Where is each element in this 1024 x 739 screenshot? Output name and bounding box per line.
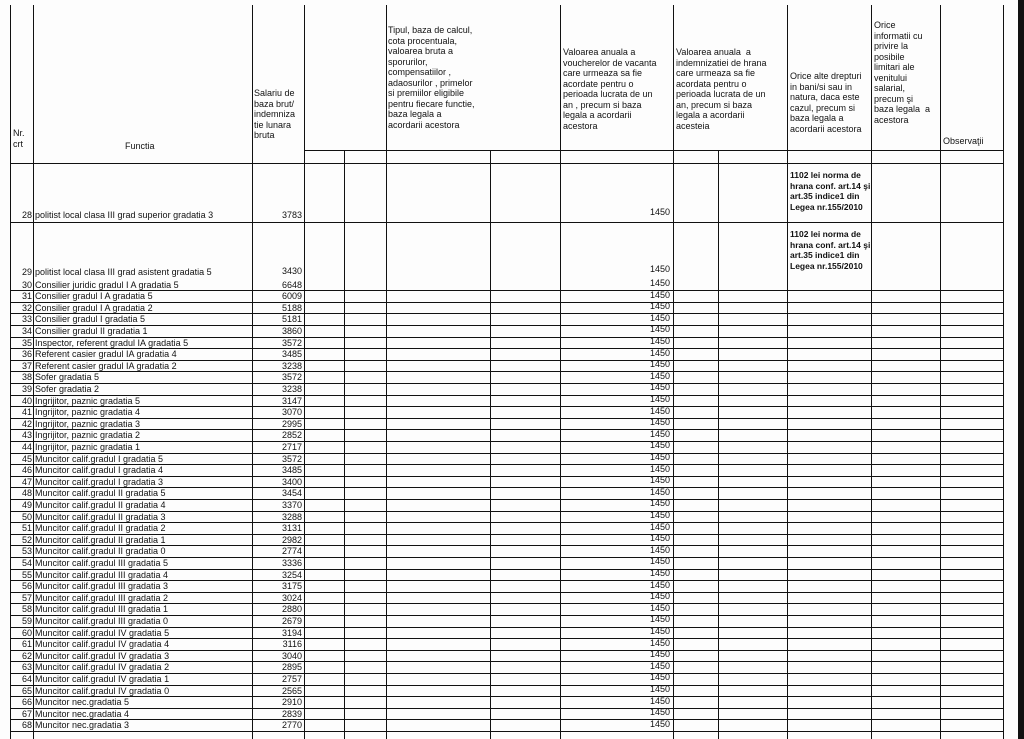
- row-nr: 48: [21, 488, 32, 499]
- row-salariu: 3147: [281, 395, 302, 406]
- row-vouchere: 1450: [649, 533, 670, 544]
- row-divider: [10, 708, 1004, 709]
- row-functia: Muncitor calif.gradul IV gradatia 1: [35, 673, 170, 684]
- row-salariu: 5181: [281, 314, 302, 325]
- row-vouchere: 1450: [649, 591, 670, 602]
- grid-vline: [673, 5, 674, 739]
- header-alte-drepturi: Orice alte drepturi in bani/si sau in natura, daca este cazul, precum si baza legala a acordarii acestora: [790, 71, 862, 134]
- row-functia: Ingrijitor, paznic gradatia 4: [35, 407, 141, 418]
- row-nr: 54: [21, 557, 32, 568]
- grid-vline: [304, 5, 305, 739]
- row-nr: 53: [21, 546, 32, 557]
- row-vouchere: 1450: [649, 382, 670, 393]
- row-nr: 55: [21, 569, 32, 580]
- row-nr: 62: [21, 650, 32, 661]
- row-salariu: 3485: [281, 349, 302, 360]
- row-vouchere: 1450: [649, 649, 670, 660]
- grid-vline: [787, 5, 788, 739]
- header-vouchere: Valoarea anuala a voucherelor de vacanta care urmeaza sa fie acordate pentru o perioada lucrata de un an , precum si baza legala a acordarii acestora: [563, 47, 657, 131]
- row-nr: 50: [21, 511, 32, 522]
- row-vouchere: 1450: [649, 336, 670, 346]
- row-functia: Muncitor calif.gradul III gradatia 4: [35, 569, 169, 580]
- header-indemnizatie-hrana: Valoarea anuala a indemnizatiei de hrana care urmeaza sa fie acordata pentru o perioada lucrata de un an, precum si baza legala a acordarii acesteia: [676, 47, 767, 131]
- row-functia: Sofer gradatia 5: [35, 372, 100, 383]
- row-salariu: 2679: [281, 615, 302, 626]
- scan-edge: [1018, 0, 1024, 739]
- row-nr: 41: [21, 407, 32, 418]
- row-salariu: 2852: [281, 430, 302, 441]
- header-limitari: Orice informatii cu privire la posibile limitari ale venitului salarial, precum şi baza legala a acestora: [874, 20, 931, 125]
- row-functia: Inspector, referent gradul IA gradatia 5: [35, 337, 189, 348]
- row-vouchere: 1450: [649, 463, 670, 474]
- row-salariu: 3454: [281, 488, 302, 499]
- row-vouchere: 1450: [649, 359, 670, 370]
- row-salariu: 3194: [281, 627, 302, 638]
- row-nr: 47: [21, 476, 32, 487]
- row-salariu: 2770: [281, 720, 302, 731]
- row-divider: [10, 395, 1004, 396]
- row-nr: 60: [21, 627, 32, 638]
- row-vouchere: 1450: [649, 521, 670, 532]
- row-salariu: 3572: [281, 453, 302, 464]
- row-salariu: 3400: [281, 476, 302, 487]
- row-salariu: 2757: [281, 673, 302, 684]
- row-vouchere: 1450: [649, 347, 670, 358]
- row-vouchere: 1450: [649, 486, 670, 497]
- row-functia: Ingrijitor, paznic gradatia 1: [35, 441, 141, 452]
- grid-vline: [490, 150, 491, 739]
- row-salariu: 3238: [281, 383, 302, 394]
- row-28-functia: politist local clasa III grad superior gradatia 3: [35, 210, 214, 220]
- header-functia: Functia: [125, 141, 155, 151]
- row-salariu: 2910: [281, 697, 302, 708]
- row-functia: Muncitor calif.gradul II gradatia 1: [35, 534, 166, 545]
- row-salariu: 3040: [281, 650, 302, 661]
- header-bottom-line: [304, 150, 1004, 151]
- row-29-salariu: 3430: [281, 266, 302, 276]
- row-salariu: 3572: [281, 337, 302, 348]
- row-nr: 59: [21, 615, 32, 626]
- row-functia: Muncitor calif.gradul II gradatia 5: [35, 488, 166, 499]
- row-nr: 45: [21, 453, 32, 464]
- row-nr: 57: [21, 592, 32, 603]
- row-nr: 65: [21, 685, 32, 696]
- row-vouchere: 1450: [649, 579, 670, 590]
- row-functia: Muncitor calif.gradul IV gradatia 5: [35, 627, 170, 638]
- row-salariu: 3175: [281, 581, 302, 592]
- row-vouchere: 1450: [649, 707, 670, 718]
- row-nr: 43: [21, 430, 32, 441]
- header-observatii: Observaţii: [943, 136, 984, 146]
- row-divider: [10, 222, 1004, 223]
- row-nr: 32: [21, 302, 32, 313]
- row-nr: 66: [21, 697, 32, 708]
- row-vouchere: 1450: [649, 324, 670, 335]
- row-functia: Muncitor calif.gradul II gradatia 4: [35, 499, 166, 510]
- row-salariu: 3370: [281, 499, 302, 510]
- row-divider: [10, 418, 1004, 419]
- row-vouchere: 1450: [649, 568, 670, 578]
- header-bottom-line: [10, 163, 1004, 164]
- row-salariu: 3860: [281, 325, 302, 336]
- row-functia: Muncitor calif.gradul III gradatia 1: [35, 604, 169, 615]
- row-vouchere: 1450: [649, 289, 670, 300]
- row-vouchere: 1450: [649, 684, 670, 694]
- row-functia: Muncitor nec.gradatia 4: [35, 708, 130, 719]
- grid-vline: [940, 5, 941, 739]
- row-salariu: 2717: [281, 441, 302, 452]
- row-vouchere: 1450: [649, 660, 670, 671]
- row-nr: 30: [21, 279, 32, 290]
- row-nr: 67: [21, 708, 32, 719]
- row-29-note: 1102 lei norma de hrana conf. art.14 şi art.35 indice1 din Legea nr.155/2010: [790, 229, 871, 271]
- row-salariu: 3238: [281, 360, 302, 371]
- row-functia: Consilier gradul I A gradatia 5: [35, 291, 153, 302]
- row-functia: Muncitor calif.gradul I gradatia 3: [35, 476, 164, 487]
- grid-vline: [871, 5, 872, 739]
- row-divider: [10, 696, 1004, 697]
- row-vouchere: 1450: [649, 440, 670, 451]
- row-functia: Consilier juridic gradul I A gradatia 5: [35, 279, 179, 290]
- grid-vline: [33, 5, 34, 739]
- row-salariu: 2895: [281, 662, 302, 673]
- row-divider: [10, 429, 1004, 430]
- row-vouchere: 1450: [649, 556, 670, 567]
- row-functia: Muncitor calif.gradul III gradatia 3: [35, 581, 169, 592]
- row-vouchere: 1450: [649, 428, 670, 439]
- row-functia: Consilier gradul I A gradatia 2: [35, 302, 153, 313]
- row-nr: 37: [21, 360, 32, 371]
- row-salariu: 3572: [281, 372, 302, 383]
- row-vouchere: 1450: [649, 417, 670, 428]
- row-vouchere: 1450: [649, 602, 670, 613]
- row-nr: 51: [21, 523, 32, 534]
- row-nr: 39: [21, 383, 32, 394]
- header-nr-crt: Nr. crt: [13, 128, 25, 149]
- row-functia: Ingrijitor, paznic gradatia 2: [35, 430, 141, 441]
- row-functia: Muncitor nec.gradatia 5: [35, 697, 130, 708]
- row-salariu: 2565: [281, 685, 302, 696]
- row-functia: Muncitor calif.gradul I gradatia 4: [35, 465, 164, 476]
- row-vouchere: 1450: [649, 475, 670, 486]
- row-salariu: 3070: [281, 407, 302, 418]
- row-functia: Consilier gradul II gradatia 1: [35, 325, 148, 336]
- row-functia: Muncitor calif.gradul II gradatia 0: [35, 546, 166, 557]
- row-nr: 33: [21, 314, 32, 325]
- row-functia: Muncitor calif.gradul II gradatia 3: [35, 511, 166, 522]
- row-divider: [10, 406, 1004, 407]
- row-28-vouchere: 1450: [649, 207, 670, 217]
- row-functia: Ingrijitor, paznic gradatia 5: [35, 395, 141, 406]
- row-nr: 68: [21, 720, 32, 731]
- row-divider: [10, 313, 1004, 314]
- grid-vline: [1003, 5, 1004, 739]
- row-nr: 61: [21, 639, 32, 650]
- row-functia: Consilier gradul I gradatia 5: [35, 314, 146, 325]
- row-nr: 31: [21, 291, 32, 302]
- row-salariu: 5188: [281, 302, 302, 313]
- row-salariu: 2880: [281, 604, 302, 615]
- row-nr: 40: [21, 395, 32, 406]
- row-functia: Referent casier gradul IA gradatia 2: [35, 360, 177, 371]
- grid-vline: [560, 5, 561, 739]
- row-functia: Muncitor calif.gradul II gradatia 2: [35, 523, 166, 534]
- row-nr: 35: [21, 337, 32, 348]
- row-vouchere: 1450: [649, 301, 670, 312]
- row-vouchere: 1450: [649, 312, 670, 323]
- grid-vline: [344, 150, 345, 739]
- row-divider: [10, 719, 1004, 720]
- row-28-nr: 28: [21, 210, 32, 220]
- row-divider: [10, 441, 1004, 442]
- row-functia: Muncitor calif.gradul III gradatia 0: [35, 615, 169, 626]
- row-functia: Muncitor calif.gradul I gradatia 5: [35, 453, 164, 464]
- row-divider: [10, 290, 1004, 291]
- row-functia: Muncitor nec.gradatia 3: [35, 720, 130, 731]
- row-vouchere: 1450: [649, 637, 670, 648]
- row-salariu: 3254: [281, 569, 302, 580]
- row-vouchere: 1450: [649, 394, 670, 404]
- grid-vline: [252, 5, 253, 739]
- row-salariu: 2839: [281, 708, 302, 719]
- row-vouchere: 1450: [649, 695, 670, 706]
- row-nr: 64: [21, 673, 32, 684]
- row-salariu: 3336: [281, 557, 302, 568]
- row-functia: Muncitor calif.gradul IV gradatia 3: [35, 650, 170, 661]
- row-salariu: 3024: [281, 592, 302, 603]
- row-vouchere: 1450: [649, 614, 670, 625]
- row-salariu: 2774: [281, 546, 302, 557]
- row-functia: Ingrijitor, paznic gradatia 3: [35, 418, 141, 429]
- row-salariu: 6648: [281, 279, 302, 290]
- header-tipul: Tipul, baza de calcul, cota procentuala, valoarea bruta a sporurilor, compensatiilor , adaosurilor , primelor si premiilor eligibile pentru fiecare functie, baza legala a acordarii acestora: [388, 25, 475, 130]
- row-29-functia: politist local clasa III grad asistent gradatia 5: [35, 267, 212, 277]
- row-28-note: 1102 lei norma de hrana conf. art.14 şi art.35 indice1 din Legea nr.155/2010: [790, 170, 871, 212]
- row-vouchere: 1450: [649, 278, 670, 288]
- row-nr: 38: [21, 372, 32, 383]
- row-functia: Muncitor calif.gradul III gradatia 5: [35, 557, 169, 568]
- row-divider: [10, 371, 1004, 372]
- header-salariu: Salariu de baza brut/ indemniza tie lunara bruta: [254, 88, 296, 140]
- grid-vline: [386, 5, 387, 739]
- row-salariu: 3131: [281, 523, 302, 534]
- row-vouchere: 1450: [649, 452, 670, 462]
- row-salariu: 3116: [282, 639, 302, 650]
- row-nr: 63: [21, 662, 32, 673]
- row-vouchere: 1450: [649, 718, 670, 729]
- row-functia: Muncitor calif.gradul IV gradatia 2: [35, 662, 170, 673]
- grid-vline: [10, 5, 11, 739]
- row-29-vouchere: 1450: [649, 264, 670, 274]
- row-nr: 49: [21, 499, 32, 510]
- row-divider: [10, 325, 1004, 326]
- row-salariu: 3288: [281, 511, 302, 522]
- row-nr: 42: [21, 418, 32, 429]
- row-salariu: 3485: [281, 465, 302, 476]
- row-functia: Sofer gradatia 2: [35, 383, 100, 394]
- row-vouchere: 1450: [649, 498, 670, 509]
- row-nr: 56: [21, 581, 32, 592]
- row-salariu: 2995: [281, 418, 302, 429]
- row-28-salariu: 3783: [281, 210, 302, 220]
- row-nr: 36: [21, 349, 32, 360]
- row-divider: [10, 731, 1004, 732]
- row-vouchere: 1450: [649, 405, 670, 416]
- row-vouchere: 1450: [649, 510, 670, 520]
- row-nr: 44: [21, 441, 32, 452]
- row-nr: 58: [21, 604, 32, 615]
- row-vouchere: 1450: [649, 544, 670, 555]
- row-divider: [10, 302, 1004, 303]
- grid-vline: [718, 150, 719, 739]
- row-functia: Muncitor calif.gradul IV gradatia 0: [35, 685, 170, 696]
- row-vouchere: 1450: [649, 370, 670, 381]
- row-nr: 34: [21, 325, 32, 336]
- row-29-nr: 29: [21, 267, 32, 277]
- row-functia: Muncitor calif.gradul III gradatia 2: [35, 592, 169, 603]
- row-salariu: 6009: [281, 291, 302, 302]
- row-salariu: 2982: [281, 534, 302, 545]
- row-nr: 52: [21, 534, 32, 545]
- row-functia: Muncitor calif.gradul IV gradatia 4: [35, 639, 170, 650]
- row-vouchere: 1450: [649, 672, 670, 683]
- row-nr: 46: [21, 465, 32, 476]
- row-functia: Referent casier gradul IA gradatia 4: [35, 349, 177, 360]
- row-divider: [10, 383, 1004, 384]
- row-vouchere: 1450: [649, 626, 670, 636]
